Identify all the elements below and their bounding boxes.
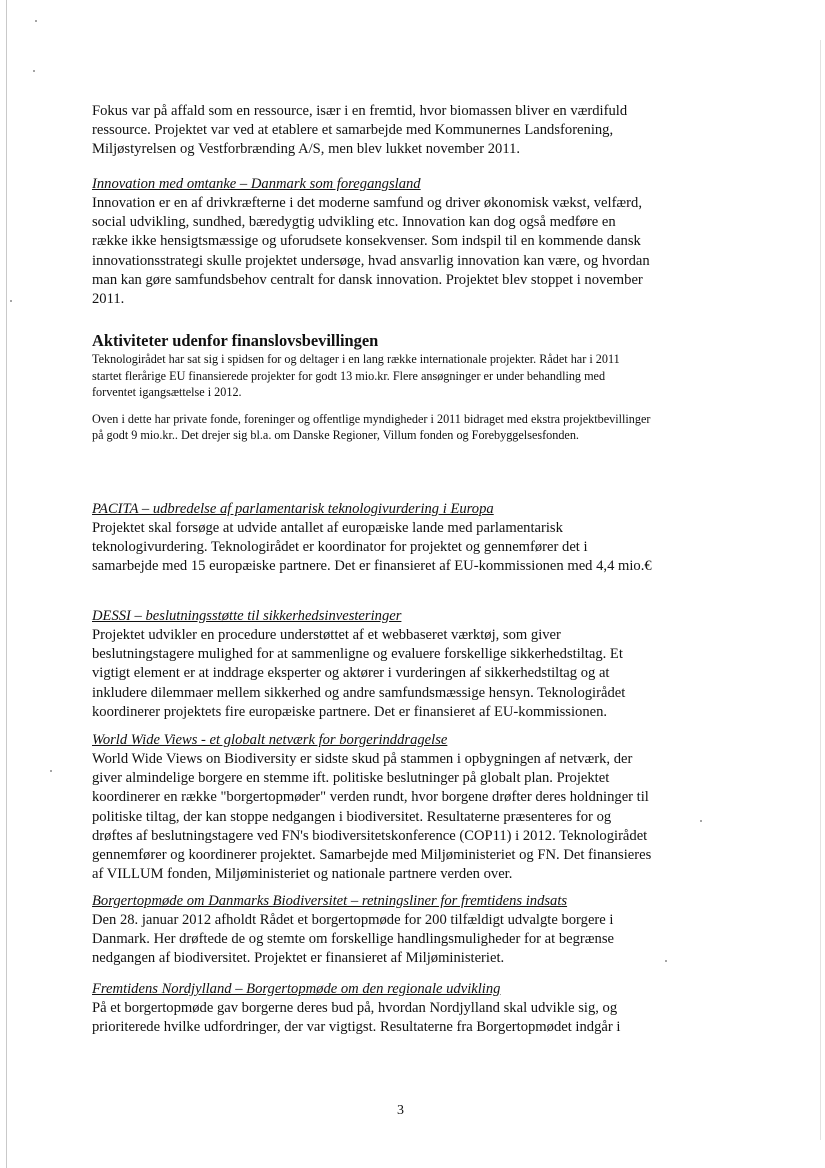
project-pacita	[92, 500, 652, 577]
project-borgertopmode-biodiversitet	[92, 892, 652, 969]
project-fremtidens-nordjylland	[92, 980, 652, 1037]
section-paragraph-1: Teknologirådet har sat sig i spidsen for og deltager i en lang række internationale projekter. Rådet har i 2011 startet flerårige EU finansierede projekter for godt 13 mio.kr. Flere ansøgninger er under behandling med forventet igangsættelse i 2012.	[92, 352, 620, 400]
project-text: Projektet skal forsøge at udvide antallet af europæiske lande med parlamentarisk teknologivurdering. Teknologirådet er koordinator for projektet og gennemfører det i samarbejde med 15 europæiske partnere. Det er finansieret af EU-kommissionen med 4,4 mio.€	[92, 520, 652, 575]
project-text: På et borgertopmøde gav borgerne deres bud på, hvordan Nordjylland skal udvikle sig, og prioriterede hvilke udfordringer, der var vigtigst. Resultaterne fra Borgertopmødet indgår i	[92, 1000, 621, 1036]
scan-speck	[50, 770, 52, 772]
scan-speck	[33, 70, 35, 72]
project-title: PACITA – udbredelse af parlamentarisk teknologivurdering i Europa	[92, 501, 494, 517]
scan-speck	[700, 820, 702, 822]
project-title: Innovation med omtanke – Danmark som foregangsland	[92, 176, 421, 192]
project-title: World Wide Views - et globalt netværk for borgerinddragelse	[92, 732, 448, 748]
intro-block	[92, 102, 652, 160]
project-text: World Wide Views on Biodiversity er sidste skud på stammen i opbygningen af netværk, der giver almindelige borgere en stemme ift. politiske beslutninger på globalt plan. Projektet koordinerer en række "borgertopmøder" verden rundt, hvor borgene drøfter deres holdninger til politiske tiltag, der kan stoppe nedgangen i biodiversitet. Resultaterne præsenteres for og drøftes af beslutningstagere ved FN's biodiversitetskonference (COP11) i 2012. Teknologirådet gennemfører og koordinerer projektet. Samarbejde med Miljøministeriet og FN. Det finansieres af VILLUM fonden, Miljøministeriet og nationale partnere verden over.	[92, 751, 652, 883]
project-world-wide-views	[92, 731, 652, 884]
intro-paragraph: Fokus var på affald som en ressource, især i en fremtid, hvor biomassen bliver en værdifuld ressource. Projektet var ved at etablere et samarbejde med Kommunernes Landsforening, Miljøstyrelsen og Vestforbrænding A/S, men blev lukket november 2011.	[92, 103, 628, 158]
scan-edge-line	[6, 0, 7, 1168]
section-block	[92, 331, 652, 444]
page-number: 3	[397, 1103, 404, 1118]
project-title: Borgertopmøde om Danmarks Biodiversitet – retningsliner for fremtidens indsats	[92, 893, 568, 909]
project-title: Fremtidens Nordjylland – Borgertopmøde om den regionale udvikling	[92, 981, 501, 997]
project-text: Projektet udvikler en procedure understøttet af et webbaseret værktøj, som giver beslutningstagere mulighed for at sammenligne og evaluere forskellige sikkerhedstiltag. Et vigtigt element er at inddrage eksperter og aktører i vurderingen af sikkerhedstiltag og at inkludere dilemmaer mellem sikkerhed og andre samfundsmæssige hensyn. Teknologirådet koordinerer projektets fire europæiske partnere. Det er finansieret af EU-kommissionen.	[92, 627, 626, 720]
section-heading: Aktiviteter udenfor finanslovsbevillingen	[92, 331, 379, 350]
scan-speck	[10, 300, 12, 302]
scan-speck	[35, 20, 37, 22]
section-paragraph-2: Oven i dette har private fonde, foreninger og offentlige myndigheder i 2011 bidraget med ekstra projektbevillinger på godt 9 mio.kr.. Det drejer sig bl.a. om Danske Regioner, Villum fonden og Forebyggelsesfonden.	[92, 411, 651, 443]
project-text: Den 28. januar 2012 afholdt Rådet et borgertopmøde for 200 tilfældigt udvalgte borgere i Danmark. Her drøftede de og stemte om forskellige handlingsmuligheder for at begrænse nedgangen af biodiversitet. Projektet er finansieret af Miljøministeriet.	[92, 912, 614, 967]
project-title: DESSI – beslutningsstøtte til sikkerhedsinvesteringer	[92, 608, 402, 624]
scan-edge-line-right	[820, 40, 821, 1140]
project-innovation	[92, 175, 652, 309]
scan-speck	[665, 960, 667, 962]
project-dessi	[92, 607, 652, 722]
project-text: Innovation er en af drivkræfterne i det moderne samfund og driver økonomisk vækst, velfærd, social udvikling, sundhed, bæredygtig udvikling etc. Innovation kan dog også medføre en række ikke hensigtsmæssige og uforudsete konsekvenser. Som indspil til en kommende dansk innovationsstrategi skulle projektet undersøge, hvad ansvarlig innovation kan være, og hvordan man kan gøre samfundsbehov centralt for dansk innovation. Projektet blev stoppet i november 2011.	[92, 195, 650, 308]
